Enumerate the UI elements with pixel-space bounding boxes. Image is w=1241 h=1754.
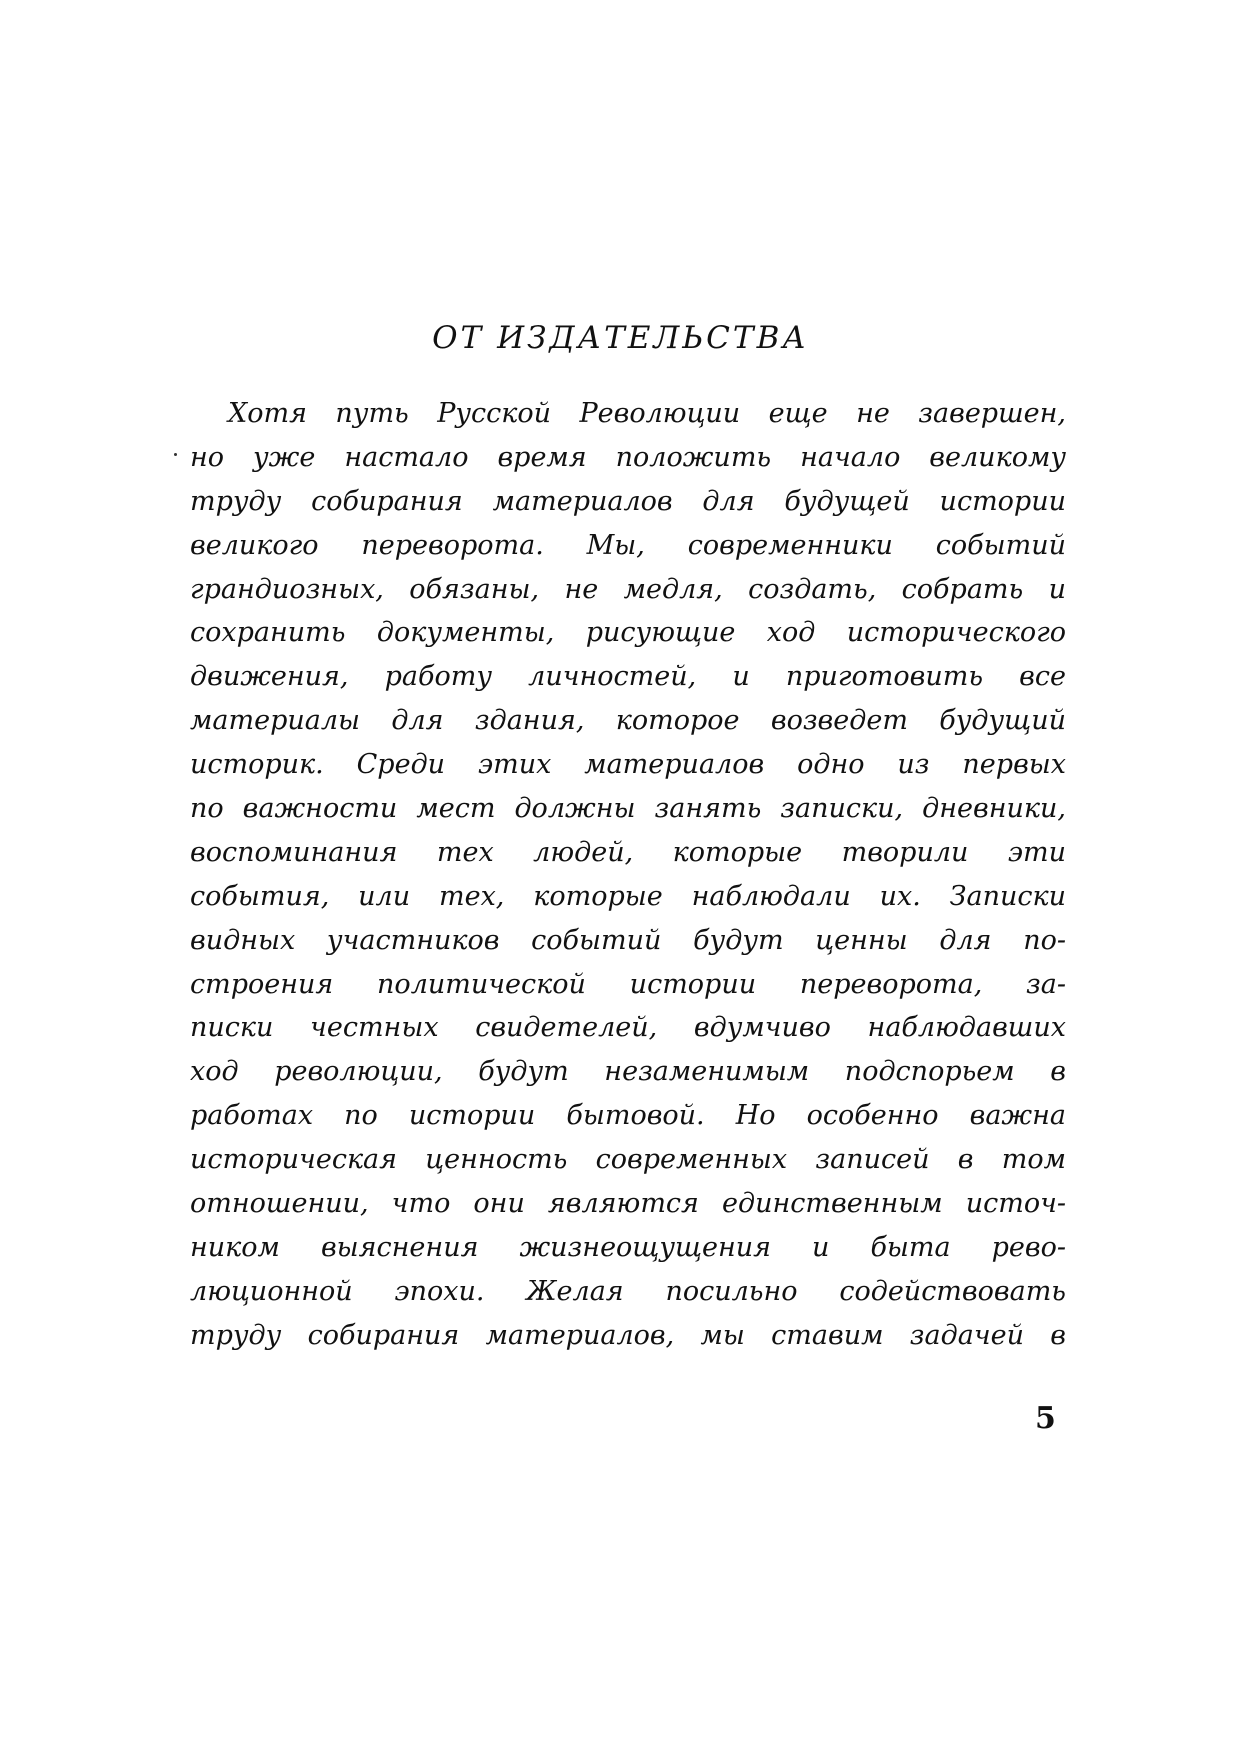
body-line: великого переворота. Мы, современники событий [190, 529, 1066, 561]
body-line: ход революции, будут незаменимым подспорьем в [190, 1056, 1066, 1088]
body-line: историк. Среди этих материалов одно из первых [190, 749, 1066, 781]
body-line: материалы для здания, которое возведет будущий [190, 705, 1066, 737]
body-line: грандиозных, обязаны, не медля, создать, собрать и [190, 573, 1066, 605]
body-line: движения, работу личностей, и приготовить все [190, 661, 1066, 693]
body-line: люционной эпохи. Желая посильно содействовать [190, 1275, 1066, 1307]
body-line: строения политической истории переворота, за- [190, 968, 1066, 1000]
section-heading: ОТ ИЗДАТЕЛЬСТВА [432, 320, 809, 356]
body-line: сохранить документы, рисующие ход исторического [190, 617, 1066, 649]
body-line: по важности мест должны занять записки, дневники, [190, 793, 1066, 825]
body-line: писки честных свидетелей, вдумчиво наблюдавших [190, 1012, 1066, 1044]
page-number: 5 [1035, 1401, 1056, 1436]
body-line: работах по истории бытовой. Но особенно важна [190, 1100, 1066, 1132]
body-line: труду собирания материалов для будущей истории [190, 485, 1066, 517]
margin-mark [174, 453, 177, 456]
body-line: ником выяснения жизнеощущения и быта рево- [190, 1231, 1066, 1263]
body-line: Хотя путь Русской Революции еще не завершен, [228, 398, 1066, 429]
body-line: отношении, что они являются единственным источ- [190, 1188, 1066, 1220]
body-line: но уже настало время положить начало великому [190, 441, 1066, 473]
body-line: воспоминания тех людей, которые творили эти [190, 836, 1066, 868]
body-line: историческая ценность современных записей в том [190, 1144, 1066, 1176]
body-text [190, 392, 1066, 1358]
body-line: труду собирания материалов, мы ставим задачей в [190, 1319, 1066, 1351]
body-line: видных участников событий будут ценны для по- [190, 924, 1066, 956]
body-line: события, или тех, которые наблюдали их. Записки [190, 880, 1066, 912]
